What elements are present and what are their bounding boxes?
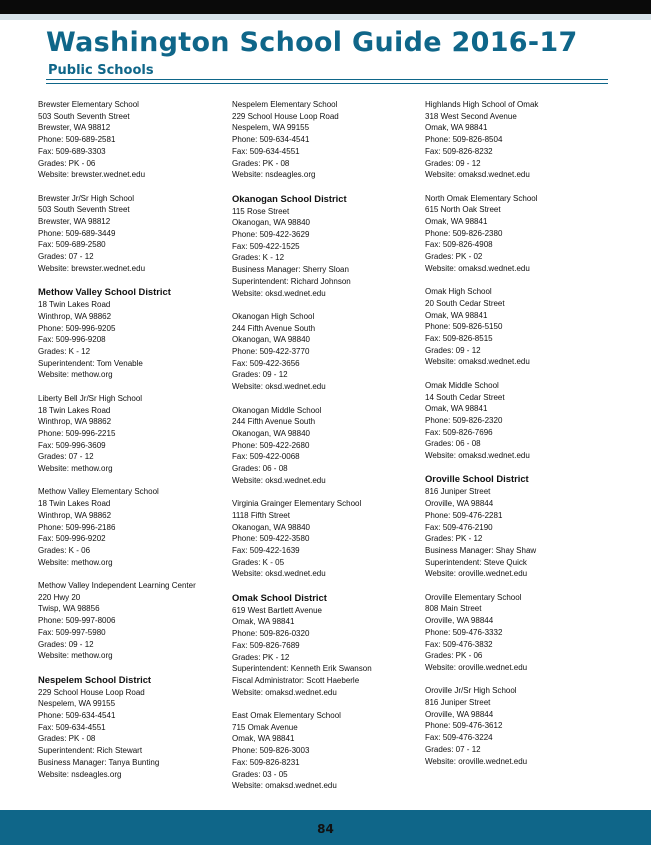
- school-name: Methow Valley Elementary School: [38, 487, 159, 497]
- grades-line: Grades: PK - 06: [425, 651, 483, 661]
- website-line: Website: omaksd.wednet.edu: [425, 170, 530, 180]
- website-line: Website: brewster.wednet.edu: [38, 170, 146, 180]
- website-line: Website: omaksd.wednet.edu: [425, 451, 530, 461]
- contact-line: Superintendent: Steve Quick: [425, 557, 527, 567]
- school-entry: [38, 99, 228, 181]
- website-line: Website: omaksd.wednet.edu: [425, 263, 530, 273]
- address-line: 816 Juniper Street: [425, 487, 491, 497]
- address-line: 318 West Second Avenue: [425, 111, 517, 121]
- phone-line: Phone: 509-634-4541: [232, 135, 310, 145]
- school-name: East Omak Elementary School: [232, 711, 341, 721]
- website-line: Website: omaksd.wednet.edu: [232, 687, 337, 697]
- address-line: Nespelem, WA 99155: [232, 123, 310, 133]
- district-entry: [232, 592, 422, 699]
- fax-line: Fax: 509-996-3609: [38, 440, 106, 450]
- grades-line: Grades: 07 - 12: [38, 452, 94, 462]
- school-entry: [425, 685, 615, 767]
- address-line: Omak, WA 98841: [425, 123, 488, 133]
- grades-line: Grades: PK - 08: [38, 734, 96, 744]
- address-line: 220 Hwy 20: [38, 592, 81, 602]
- phone-line: Phone: 509-997-8006: [38, 616, 116, 626]
- website-line: Website: methow.org: [38, 557, 113, 567]
- school-name: Okanogan Middle School: [232, 405, 322, 415]
- contact-line: Fiscal Administrator: Scott Haeberle: [232, 675, 360, 685]
- title-divider-secondary: [46, 83, 608, 84]
- grades-line: Grades: K - 05: [232, 557, 285, 567]
- contact-line: Business Manager: Tanya Bunting: [38, 757, 160, 767]
- fax-line: Fax: 509-826-8232: [425, 146, 493, 156]
- address-line: 503 South Seventh Street: [38, 111, 130, 121]
- school-name: Omak Middle School: [425, 380, 499, 390]
- fax-line: Fax: 509-476-3224: [425, 733, 493, 743]
- address-line: Okanogan, WA 98840: [232, 522, 310, 532]
- school-name: Oroville Elementary School: [425, 592, 522, 602]
- contact-line: Superintendent: Kenneth Erik Swanson: [232, 664, 372, 674]
- phone-line: Phone: 509-422-2680: [232, 440, 310, 450]
- website-line: Website: oksd.wednet.edu: [232, 475, 326, 485]
- address-line: Omak, WA 98841: [425, 310, 488, 320]
- address-line: Twisp, WA 98856: [38, 604, 100, 614]
- phone-line: Phone: 509-826-3003: [232, 746, 310, 756]
- grades-line: Grades: PK - 02: [425, 252, 483, 262]
- grades-line: Grades: K - 06: [38, 545, 91, 555]
- phone-line: Phone: 509-422-3629: [232, 230, 310, 240]
- title-divider: [46, 79, 608, 80]
- address-line: Omak, WA 98841: [425, 404, 488, 414]
- school-entry: [38, 580, 228, 662]
- grades-line: Grades: 07 - 12: [425, 744, 481, 754]
- grades-line: Grades: 06 - 08: [232, 464, 288, 474]
- address-line: 18 Twin Lakes Road: [38, 300, 111, 310]
- school-entry: [38, 193, 228, 275]
- school-name: Virginia Grainger Elementary School: [232, 499, 362, 509]
- website-line: Website: oksd.wednet.edu: [232, 382, 326, 392]
- phone-line: Phone: 509-422-3770: [232, 347, 310, 357]
- directory-column-3: [425, 99, 615, 779]
- address-line: 20 South Cedar Street: [425, 298, 505, 308]
- address-line: 808 Main Street: [425, 604, 482, 614]
- address-line: 18 Twin Lakes Road: [38, 499, 111, 509]
- school-entry: [425, 286, 615, 368]
- grades-line: Grades: 09 - 12: [232, 370, 288, 380]
- address-line: Okanogan, WA 98840: [232, 428, 310, 438]
- fax-line: Fax: 509-634-4551: [232, 146, 300, 156]
- address-line: Winthrop, WA 98862: [38, 417, 112, 427]
- address-line: Winthrop, WA 98862: [38, 510, 112, 520]
- phone-line: Phone: 509-996-9205: [38, 323, 116, 333]
- website-line: Website: oroville.wednet.edu: [425, 756, 528, 766]
- website-line: Website: oroville.wednet.edu: [425, 662, 528, 672]
- website-line: Website: omaksd.wednet.edu: [425, 357, 530, 367]
- address-line: 816 Juniper Street: [425, 698, 491, 708]
- grades-line: Grades: PK - 08: [232, 158, 290, 168]
- grades-line: Grades: K - 12: [232, 253, 285, 263]
- contact-line: Superintendent: Richard Johnson: [232, 276, 351, 286]
- fax-line: Fax: 509-826-8231: [232, 757, 300, 767]
- address-line: Omak, WA 98841: [425, 217, 488, 227]
- grades-line: Grades: 07 - 12: [38, 252, 94, 262]
- grades-line: Grades: PK - 12: [232, 652, 290, 662]
- phone-line: Phone: 509-826-0320: [232, 629, 310, 639]
- grades-line: Grades: 03 - 05: [232, 769, 288, 779]
- address-line: 615 North Oak Street: [425, 205, 501, 215]
- website-line: Website: oksd.wednet.edu: [232, 288, 326, 298]
- fax-line: Fax: 509-826-7696: [425, 427, 493, 437]
- school-name: Methow Valley Independent Learning Center: [38, 581, 196, 591]
- school-entry: [425, 193, 615, 275]
- address-line: 715 Omak Avenue: [232, 722, 298, 732]
- district-name: Nespelem School District: [38, 673, 152, 685]
- website-line: Website: brewster.wednet.edu: [38, 263, 146, 273]
- school-name: Liberty Bell Jr/Sr High School: [38, 393, 143, 403]
- fax-line: Fax: 509-997-5980: [38, 627, 106, 637]
- district-name: Omak School District: [232, 591, 327, 603]
- page-number: 84: [317, 822, 334, 836]
- address-line: 244 Fifth Avenue South: [232, 323, 316, 333]
- phone-line: Phone: 509-476-3612: [425, 721, 503, 731]
- address-line: Winthrop, WA 98862: [38, 311, 112, 321]
- phone-line: Phone: 509-634-4541: [38, 711, 116, 721]
- phone-line: Phone: 509-476-2281: [425, 510, 503, 520]
- address-line: 229 School House Loop Road: [38, 687, 145, 697]
- phone-line: Phone: 509-689-3449: [38, 228, 116, 238]
- district-entry: [38, 286, 228, 381]
- address-line: 1118 Fifth Street: [232, 510, 290, 520]
- website-line: Website: oksd.wednet.edu: [232, 569, 326, 579]
- school-name: Oroville Jr/Sr High School: [425, 686, 517, 696]
- phone-line: Phone: 509-826-2380: [425, 228, 503, 238]
- website-line: Website: methow.org: [38, 370, 113, 380]
- fax-line: Fax: 509-422-0068: [232, 452, 300, 462]
- school-entry: [425, 99, 615, 181]
- address-line: Oroville, WA 98844: [425, 616, 494, 626]
- website-line: Website: nsdeagles.org: [232, 170, 316, 180]
- address-line: Brewster, WA 98812: [38, 123, 111, 133]
- address-line: Omak, WA 98841: [232, 617, 295, 627]
- phone-line: Phone: 509-422-3580: [232, 534, 310, 544]
- section-subtitle: Public Schools: [48, 63, 154, 78]
- district-entry: [232, 193, 422, 300]
- phone-line: Phone: 509-996-2186: [38, 522, 116, 532]
- address-line: 18 Twin Lakes Road: [38, 405, 111, 415]
- fax-line: Fax: 509-422-1639: [232, 545, 300, 555]
- school-entry: [232, 498, 422, 580]
- grades-line: Grades: 06 - 08: [425, 439, 481, 449]
- phone-line: Phone: 509-689-2581: [38, 135, 116, 145]
- school-entry: [232, 710, 422, 792]
- address-line: Oroville, WA 98844: [425, 709, 494, 719]
- fax-line: Fax: 509-422-3656: [232, 358, 300, 368]
- fax-line: Fax: 509-826-7689: [232, 640, 300, 650]
- grades-line: Grades: 09 - 12: [425, 345, 481, 355]
- school-name: Highlands High School of Omak: [425, 100, 539, 109]
- website-line: Website: nsdeagles.org: [38, 769, 122, 779]
- phone-line: Phone: 509-826-8504: [425, 135, 503, 145]
- school-name: North Omak Elementary School: [425, 193, 538, 203]
- address-line: Okanogan, WA 98840: [232, 335, 310, 345]
- school-entry: [38, 486, 228, 568]
- school-entry: [425, 380, 615, 462]
- grades-line: Grades: 09 - 12: [38, 639, 94, 649]
- school-name: Okanogan High School: [232, 311, 315, 321]
- top-banner-bar: [0, 0, 651, 14]
- fax-line: Fax: 509-634-4551: [38, 722, 106, 732]
- school-entry: [425, 592, 615, 674]
- page-title: Washington School Guide 2016-17: [46, 27, 578, 58]
- address-line: Oroville, WA 98844: [425, 499, 494, 509]
- address-line: 503 South Seventh Street: [38, 205, 130, 215]
- school-name: Brewster Jr/Sr High School: [38, 193, 135, 203]
- grades-line: Grades: K - 12: [38, 347, 91, 357]
- district-name: Oroville School District: [425, 473, 529, 485]
- school-entry: [232, 99, 422, 181]
- school-entry: [38, 393, 228, 475]
- fax-line: Fax: 509-476-2190: [425, 522, 493, 532]
- fax-line: Fax: 509-996-9202: [38, 534, 106, 544]
- grades-line: Grades: PK - 12: [425, 534, 483, 544]
- phone-line: Phone: 509-996-2215: [38, 428, 116, 438]
- district-name: Okanogan School District: [232, 192, 347, 204]
- address-line: 229 School House Loop Road: [232, 111, 339, 121]
- address-line: Nespelem, WA 99155: [38, 699, 116, 709]
- grades-line: Grades: 09 - 12: [425, 158, 481, 168]
- fax-line: Fax: 509-476-3832: [425, 639, 493, 649]
- district-entry: [425, 473, 615, 580]
- contact-line: Superintendent: Tom Venable: [38, 358, 143, 368]
- address-line: 115 Rose Street: [232, 206, 290, 216]
- phone-line: Phone: 509-826-2320: [425, 415, 503, 425]
- school-name: Omak High School: [425, 287, 492, 297]
- contact-line: Business Manager: Shay Shaw: [425, 545, 537, 555]
- address-line: Okanogan, WA 98840: [232, 218, 310, 228]
- phone-line: Phone: 509-826-5150: [425, 322, 503, 332]
- district-name: Methow Valley School District: [38, 286, 171, 298]
- fax-line: Fax: 509-826-4908: [425, 240, 493, 250]
- directory-column-1: [38, 99, 228, 792]
- fax-line: Fax: 509-689-3303: [38, 146, 106, 156]
- grades-line: Grades: PK - 06: [38, 158, 96, 168]
- address-line: Omak, WA 98841: [232, 734, 295, 744]
- website-line: Website: methow.org: [38, 464, 113, 474]
- school-name: Nespelem Elementary School: [232, 100, 338, 109]
- address-line: 619 West Bartlett Avenue: [232, 605, 322, 615]
- top-banner-stripe: [0, 14, 651, 20]
- contact-line: Business Manager: Sherry Sloan: [232, 265, 349, 275]
- address-line: Brewster, WA 98812: [38, 217, 111, 227]
- school-entry: [232, 311, 422, 393]
- fax-line: Fax: 509-422-1525: [232, 241, 300, 251]
- website-line: Website: oroville.wednet.edu: [425, 569, 528, 579]
- website-line: Website: omaksd.wednet.edu: [232, 781, 337, 791]
- directory-column-2: [232, 99, 422, 804]
- phone-line: Phone: 509-476-3332: [425, 627, 503, 637]
- school-name: Brewster Elementary School: [38, 100, 139, 109]
- address-line: 244 Fifth Avenue South: [232, 417, 316, 427]
- website-line: Website: methow.org: [38, 651, 113, 661]
- address-line: 14 South Cedar Street: [425, 392, 505, 402]
- fax-line: Fax: 509-996-9208: [38, 335, 106, 345]
- contact-line: Superintendent: Rich Stewart: [38, 746, 143, 756]
- fax-line: Fax: 509-689-2580: [38, 240, 106, 250]
- fax-line: Fax: 509-826-8515: [425, 334, 493, 344]
- school-entry: [232, 405, 422, 487]
- district-entry: [38, 674, 228, 781]
